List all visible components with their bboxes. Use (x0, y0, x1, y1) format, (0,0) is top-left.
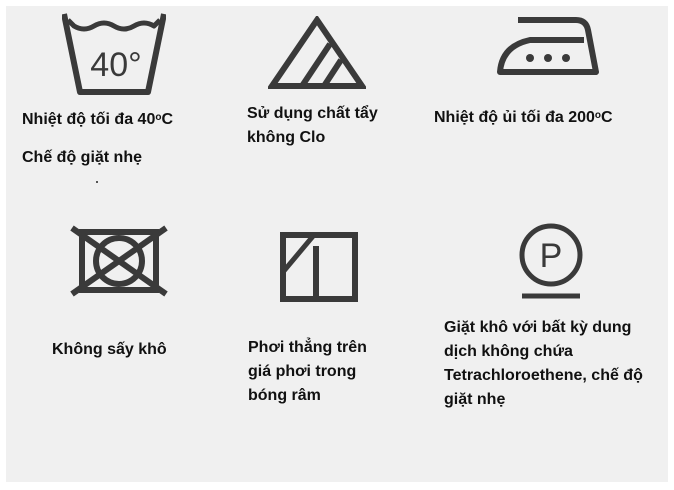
wash-label-line: Nhiệt độ tối đa 40$^o$C (22, 111, 174, 128)
dry-clean-label: Giặt khô với bất kỳ dung dịch không chứa Tetrachloroethene, chế độ giặt nhẹ (444, 319, 643, 408)
non-chlorine-bleach-icon (268, 16, 366, 90)
iron-label-line: Nhiệt độ ủi tối đa 200$^o$C (434, 109, 613, 126)
iron-label (434, 106, 613, 130)
wash-temp-text: 40° (90, 46, 142, 84)
wash-40-icon (62, 12, 166, 96)
dry-clean-p-text: P (539, 237, 563, 275)
wash-label (22, 108, 173, 132)
stray-dot (96, 181, 98, 183)
line-dry-in-shade-icon (280, 232, 360, 304)
iron-200-icon (496, 14, 600, 78)
tumble-dry-label: Không sấy khô (52, 341, 167, 358)
do-not-tumble-dry-icon (68, 224, 170, 298)
line-dry-label: Phơi thẳng trên giá phơi trong bóng râm (248, 339, 367, 404)
bleach-label: Sử dụng chất tẩy không Clo (247, 105, 378, 146)
wash-sub-label: Chế độ giặt nhẹ (22, 149, 142, 166)
dry-clean-p-gentle-icon (516, 222, 586, 302)
